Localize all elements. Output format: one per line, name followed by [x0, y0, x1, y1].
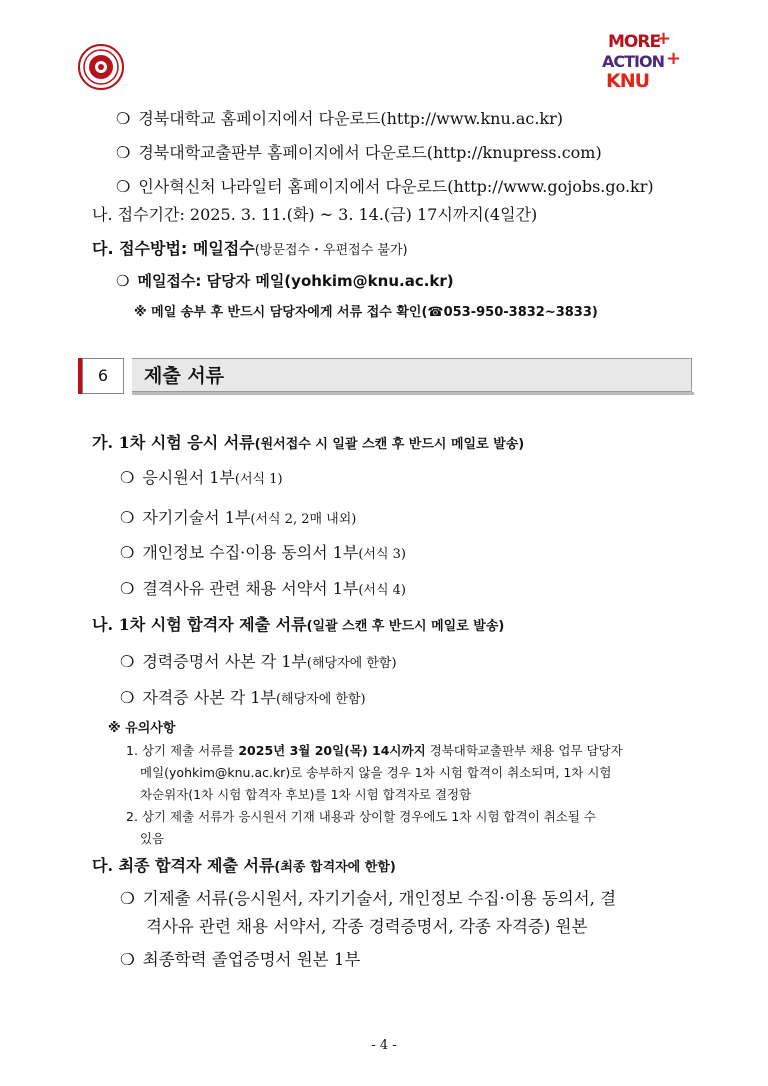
- list-item: ❍ 자격증 사본 각 1부(해당자에 한함): [120, 688, 366, 707]
- final-docs-heading: 다. 최종 합격자 제출 서류(최종 합격자에 한함): [92, 856, 396, 875]
- logo-line-action: ACTION: [602, 52, 664, 71]
- pass-docs-heading: 나. 1차 시험 합격자 제출 서류(일괄 스캔 후 반드시 메일로 발송): [92, 615, 505, 634]
- list-item: ❍ 기제출 서류(응시원서, 자기기술서, 개인정보 수집·이용 동의서, 결: [120, 889, 617, 908]
- email-reception-item: ❍ 메일접수: 담당자 메일(yohkim@knu.ac.kr): [116, 272, 454, 290]
- logo-plus-icon: +: [656, 28, 671, 49]
- list-item: ❍ 경력증명서 사본 각 1부(해당자에 한함): [120, 652, 397, 671]
- download-item: ❍ 인사혁신처 나라일터 홈페이지에서 다운로드(http://www.gojobs.go.kr): [116, 177, 654, 196]
- list-item: ❍ 개인정보 수집·이용 동의서 1부(서식 3): [120, 543, 407, 562]
- list-item: ❍ 자기기술서 1부(서식 2, 2매 내외): [120, 508, 357, 527]
- university-seal-icon: [78, 44, 124, 90]
- logo-line-more: MORE: [608, 32, 661, 52]
- note-item-continued: 메일(yohkim@knu.ac.kr)로 송부하지 않을 경우 1차 시험 합격이 취소되며, 1차 시험: [140, 765, 612, 780]
- section-title: 제출 서류: [132, 358, 692, 392]
- first-exam-docs-heading: 가. 1차 시험 응시 서류(원서접수 시 일괄 스캔 후 반드시 메일로 발송): [92, 433, 525, 452]
- logo-plus-icon: +: [666, 48, 681, 69]
- note-item: 2. 상기 제출 서류가 응시원서 기재 내용과 상이할 경우에도 1차 시험 합격이 취소될 수: [126, 809, 597, 824]
- reception-method: 다. 접수방법: 메일접수(방문접수・우편접수 불가): [92, 239, 408, 258]
- logo-line-knu: KNU: [606, 70, 650, 92]
- more-action-knu-logo: [600, 28, 692, 94]
- section-number: 6: [82, 358, 124, 394]
- download-item: ❍ 경북대학교출판부 홈페이지에서 다운로드(http://knupress.com): [116, 143, 602, 162]
- list-item-continued: 격사유 관련 채용 서약서, 각종 경력증명서, 각종 자격증) 원본: [146, 917, 588, 936]
- list-item: ❍ 최종학력 졸업증명서 원본 1부: [120, 950, 361, 969]
- confirm-note: ※ 메일 송부 후 반드시 담당자에게 서류 접수 확인(☎053-950-3832~3833): [134, 305, 598, 320]
- reception-period: 나. 접수기간: 2025. 3. 11.(화) ~ 3. 14.(금) 17시까지(4일간): [92, 205, 538, 224]
- note-item-continued: 있음: [140, 831, 165, 846]
- note-item: 1. 상기 제출 서류를 2025년 3월 20일(목) 14시까지 경북대학교출판부 채용 업무 담당자: [126, 743, 623, 758]
- section-header: [78, 358, 692, 394]
- page-number: - 4 -: [371, 1038, 397, 1053]
- list-item: ❍ 결격사유 관련 채용 서약서 1부(서식 4): [120, 579, 407, 598]
- list-item: ❍ 응시원서 1부(서식 1): [120, 468, 283, 487]
- note-item-continued: 차순위자(1차 시험 합격자 후보)를 1차 시험 합격자로 결정함: [140, 787, 472, 802]
- download-item: ❍ 경북대학교 홈페이지에서 다운로드(http://www.knu.ac.kr): [116, 109, 564, 128]
- notes-heading: ※ 유의사항: [108, 721, 176, 736]
